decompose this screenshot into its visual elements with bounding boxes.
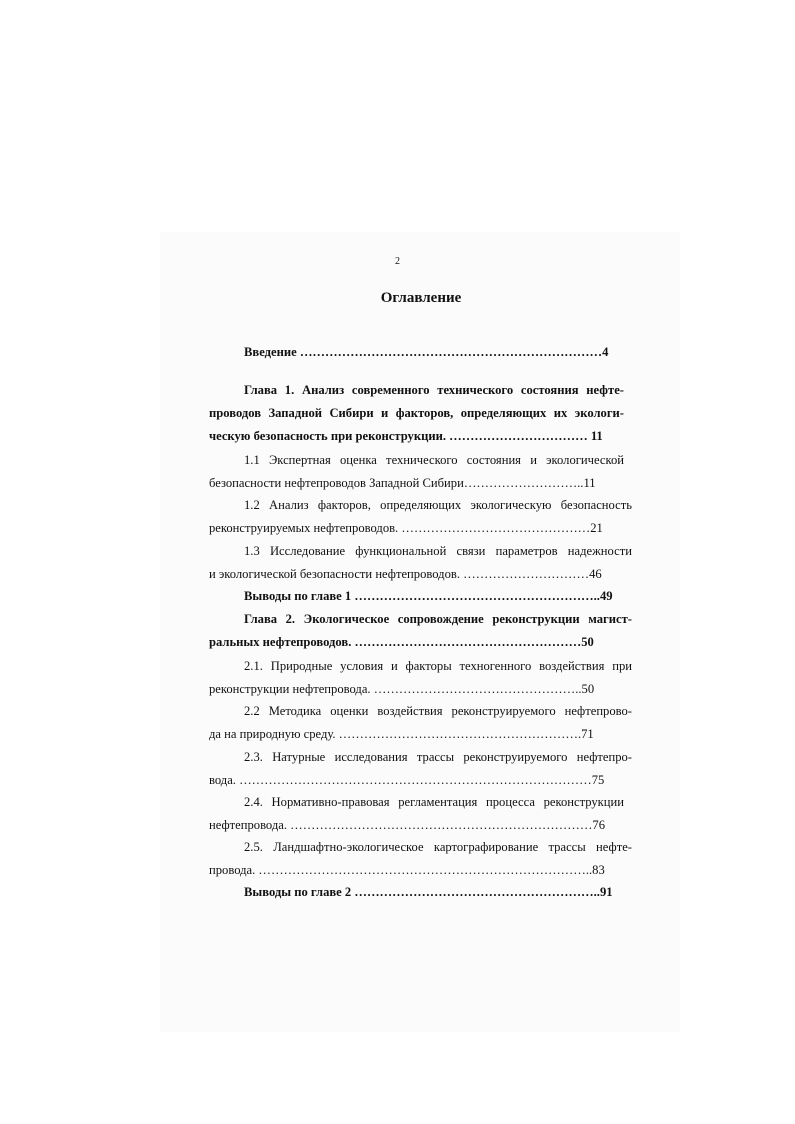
toc-conclusions-1: Выводы по главе 1 …………………………………………………..49 [244, 589, 613, 603]
toc-section-2-4-line-1: 2.4. Нормативно-правовая регламентация процесса реконструкции [244, 795, 624, 809]
toc-section-2-4-line-2: нефтепровода. ………………………………………………………………76 [209, 818, 606, 832]
toc-section-2-3-line-1: 2.3. Натурные исследования трассы реконструируемого нефтепро- [244, 750, 632, 764]
toc-section-2-2-line-2: да на природную среду. ………………………………………………….71 [209, 727, 594, 741]
toc-section-2-1-line-2: реконструкции нефтепровода. …………………………………………..50 [209, 682, 595, 696]
page-number: 2 [395, 256, 400, 267]
toc-section-2-3-line-2: вода. …………………………………………………………………………75 [209, 773, 605, 787]
toc-section-1-3-line-2: и экологической безопасности нефтепроводов. …………………………46 [209, 567, 602, 581]
page-title: Оглавление [380, 290, 462, 306]
toc-section-1-2-line-2: реконструируемых нефтепроводов. ………………………………………21 [209, 521, 603, 535]
toc-chapter-2-line-2: ральных нефтепроводов. ………………………………………………50 [209, 635, 594, 649]
toc-section-1-2-line-1: 1.2 Анализ факторов, определяющих экологическую безопасность [244, 498, 632, 512]
toc-section-1-1-line-1: 1.1 Экспертная оценка технического состояния и экологической [244, 453, 624, 467]
toc-section-2-5-line-1: 2.5. Ландшафтно-экологическое картографирование трассы нефте- [244, 840, 632, 854]
toc-intro: Введение ………………………………………………………………4 [244, 345, 609, 359]
toc-section-2-2-line-1: 2.2 Методика оценки воздействия реконструируемого нефтепрово- [244, 704, 632, 718]
toc-conclusions-2: Выводы по главе 2 …………………………………………………..91 [244, 885, 613, 899]
toc-section-2-1-line-1: 2.1. Природные условия и факторы техногенного воздействия при [244, 659, 632, 673]
toc-chapter-1-line-1: Глава 1. Анализ современного технического состояния нефте- [244, 383, 624, 397]
toc-section-1-3-line-1: 1.3 Исследование функциональной связи параметров надежности [244, 544, 632, 558]
toc-section-1-1-line-2: безопасности нефтепроводов Западной Сибири………………………..11 [209, 476, 596, 490]
toc-section-2-5-line-2: провода. ……………………………………………………………………..83 [209, 863, 605, 877]
toc-chapter-1-line-3: ческую безопасность при реконструкции. …………………………… 11 [209, 429, 603, 443]
toc-chapter-1-line-2: проводов Западной Сибири и факторов, определяющих их экологи- [209, 406, 624, 420]
toc-chapter-2-line-1: Глава 2. Экологическое сопровождение реконструкции магист- [244, 612, 632, 626]
